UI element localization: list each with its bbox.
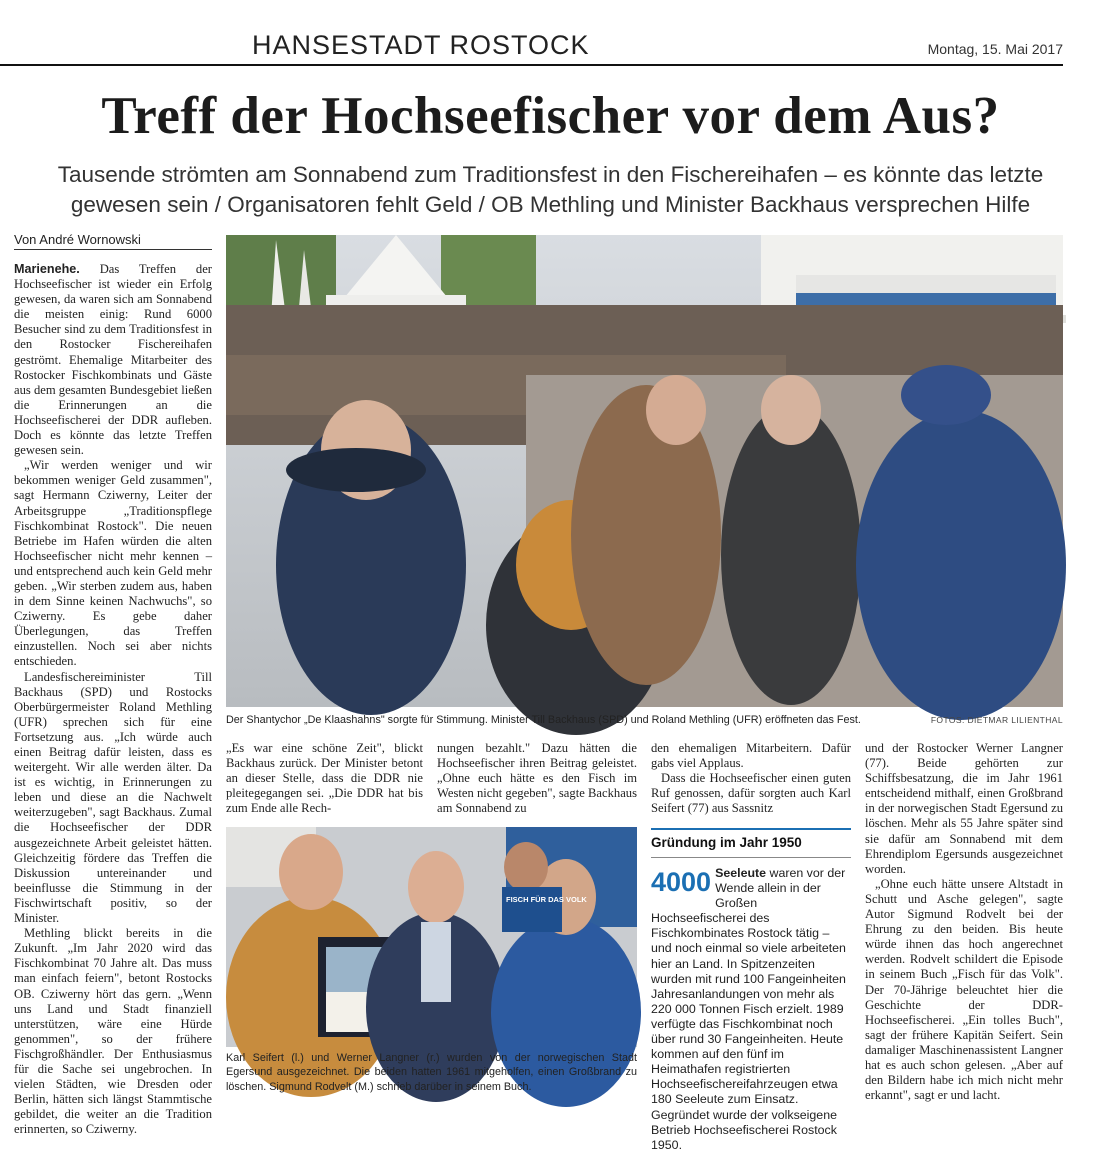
paragraph: [14, 262, 212, 458]
sign-text: FISCH FÜR DAS VOLK: [506, 895, 587, 904]
paragraph: Dass die Hochseefischer einen guten Ruf genossen, dafür sorgten auch Karl Seifert (77) aus Sassnitz: [651, 771, 851, 816]
article-column-4: [651, 741, 851, 816]
issue-date: Montag, 15. Mai 2017: [927, 41, 1063, 57]
article-column-1: [14, 262, 212, 1137]
infobox-divider: [651, 857, 851, 858]
subheadline-line: Tausende strömten am Sonnabend zum Traditionsfest in den Fischereihafen – es könnte das letzte: [57, 162, 1044, 187]
infobox-lead: Seeleute: [715, 866, 767, 880]
subheadline: [0, 160, 1101, 220]
paragraph: und der Rostocker Werner Langner (77). Beide gehörten zur Schiffsbesatzung, die im Jahr 1961 entscheidend mithalf, einen Großbrand in der norwegischen Stadt Egersund zu löschen. Mehr als 55 Jahre später sind sie dafür am Sonnabend mit dem Ehrendiplom Egersunds ausgezeichnet worden.: [865, 741, 1063, 876]
paragraph: den ehemaligen Mitarbeitern. Dafür gabs viel Applaus.: [651, 741, 851, 771]
paragraph: „Wir werden weniger und wir bekommen weniger Geld zusammen", sagt Hermann Cziwerny, Leiter der Arbeitsgruppe „Traditionspflege Fischkombinat Rostock". Die neuen Betriebe im Hafen würden die alten Hochseefischer nicht mehr kennen – und entsprechend auch kein Geld mehr geben. „Wir sterben zudem aus, haben in dem Sinne keinen Nachwuchs", so Cziwerny. Es gebe daher Überlegungen, das Treffen einzustellen. Noch sei aber nichts entschieden.: [14, 458, 212, 669]
paragraph: Methling blickt bereits in die Zukunft. „Im Jahr 2020 wird das Fischkombinat 70 Jahre alt. Das muss man einfach feiern", betont Rostocks OB. Cziwerny hört das gern. „Wenn uns Land und Stadt finanziell unterstützen, wäre eine Hürde genommen", so der frühere Fischgroßhändler. Der Enthusiasmus für die Sache sei ungebrochen. In vielen Städten, wie Dresden oder Berlin, hätten sich längst Stammtische gebildet, die weiter an die Tradition erinnerten, so Cziwerny.: [14, 926, 212, 1137]
main-photo-shanty-choir: [226, 235, 1063, 707]
photo-credit: FOTOS: DIETMAR LILIENTHAL: [930, 715, 1063, 725]
infobox-body: waren vor der Wende allein in der Großen Hochseefischerei des Fischkombinates Rostock tätig – und noch einmal so viele arbeiteten hier an Land. In Spitzenzeiten wurden mit rund 100 Fangeinheiten Jahresanlandungen von mehr als 220 000 Tonnen Fisch erzielt. 1989 verfügte das Fischkombinat noch über rund 30 Fangeinheiten. Heute kommen auf den fünf im Heimathafen registrierten Hochseefischereifahrzeugen etwa 180 Seeleute zum Einsatz. Gegründet wurde der volkseigene Betrieb Hochseefischerei Rostock 1950.: [651, 866, 846, 1152]
article-column-5: [865, 741, 1063, 1103]
infobox-rule: [651, 828, 851, 830]
subheadline-line: gewesen sein / Organisatoren fehlt Geld / OB Methling und Minister Backhaus versprechen Hilfe: [70, 192, 1031, 217]
article-column-3: [437, 741, 637, 816]
header-rule: [0, 64, 1063, 66]
paragraph: nungen bezahlt." Dazu hätten die Hochseefischer ihren Beitrag geleistet. „Ohne euch hätte es den Fisch im Westen nicht gegeben", sagte Backhaus am Sonnabend zu: [437, 741, 637, 816]
main-photo-caption: Der Shantychor „De Klaashahns" sorgte für Stimmung. Minister Till Backhaus (SPD) und Roland Methling (UFR) eröffneten das Fest.: [226, 714, 861, 726]
award-photo: [226, 827, 637, 1047]
paragraph-text: Das Treffen der Hochseefischer ist wieder ein Erfolg gewesen, da waren sich am Sonnabend die meisten einig: Rund 6000 Besucher sind zu dem Traditionsfest in den Rostocker Fischereihafen geströmt. Ehemalige Mitarbeiter des Rostocker Fischkombinats und Gäste aus dem gesamten Bundesgebiet ließen die Erinnerungen an die Hochseefischerei der DDR aufleben. Doch es könnte das letzte Treffen gewesen sein.: [14, 262, 212, 458]
section-title: HANSESTADT ROSTOCK: [252, 30, 590, 60]
infobox-title: Gründung im Jahr 1950: [651, 835, 802, 850]
paragraph: „Ohne euch hätte unsere Altstadt in Schutt und Asche gelegen", sagte Autor Sigmund Rodvelt bei der Ehrung zu den beiden. Bis heute würde ihnen das hoch angerechnet werden. Rodvelt schildert die Episode in seinem Buch „Fisch für das Volk". Der 70-Jährige beleuchtet hier die Geschichte der DDR-Hochseefischerei. „Ein tolles Buch", sagt der frühere Kapitän Seifert. Sein damaliger Maschinenassistent Langner hat es auch schon gelesen. „Aber auf den Bildern habe ich mich nicht mehr erkannt", sagt er und lacht.: [865, 876, 1063, 1103]
paragraph: „Es war eine schöne Zeit", blickt Backhaus zurück. Der Minister betont an dieser Stelle, dass die DDR nie pleitegegangen sei. „Die DDR hat bis zum Ende alle Rech-: [226, 741, 423, 816]
headline: Treff der Hochseefischer vor dem Aus?: [101, 87, 1000, 145]
infobox-text: [651, 866, 851, 1153]
article-column-2: [226, 741, 423, 816]
award-photo-caption: Karl Seifert (l.) und Werner Langner (r.) wurden von der norwegischen Stadt Egersund ausgezeichnet. Die beiden hatten 1961 mitgeholfen, einen Großbrand zu löschen. Sigmund Rodvelt (M.) schrieb darüber in seinem Buch.: [226, 1052, 637, 1093]
photo-crowd-illustration: [226, 235, 1063, 707]
infobox-number: 4000: [651, 867, 712, 897]
byline: Von André Wornowski: [14, 232, 141, 247]
dateline: Marienehe.: [14, 262, 80, 276]
byline-rule: [14, 249, 212, 250]
paragraph: Landesfischereiminister Till Backhaus (SPD) und Rostocks Oberbürgermeister Roland Methling (UFR) sprechen sich für eine Fortsetzung aus. „Ich würde auch einen Beitrag dafür leisten, dass es weitergeht. Wir alle werden älter. Da ist es wichtig, in Erinnerungen zu leben und diese an die Nachwelt weiterzugeben", sagt Backhaus. Zumal die Hochseefischer der DDR ausgezeichnete Arbeit geleistet hätten. Gleichzeitig fördere das Treffen die Diskussion untereinander und beeinflusse die Stimmung in der Fischwirtschaft positiv, so der Minister.: [14, 669, 212, 926]
photo-award-illustration: [226, 827, 637, 1047]
